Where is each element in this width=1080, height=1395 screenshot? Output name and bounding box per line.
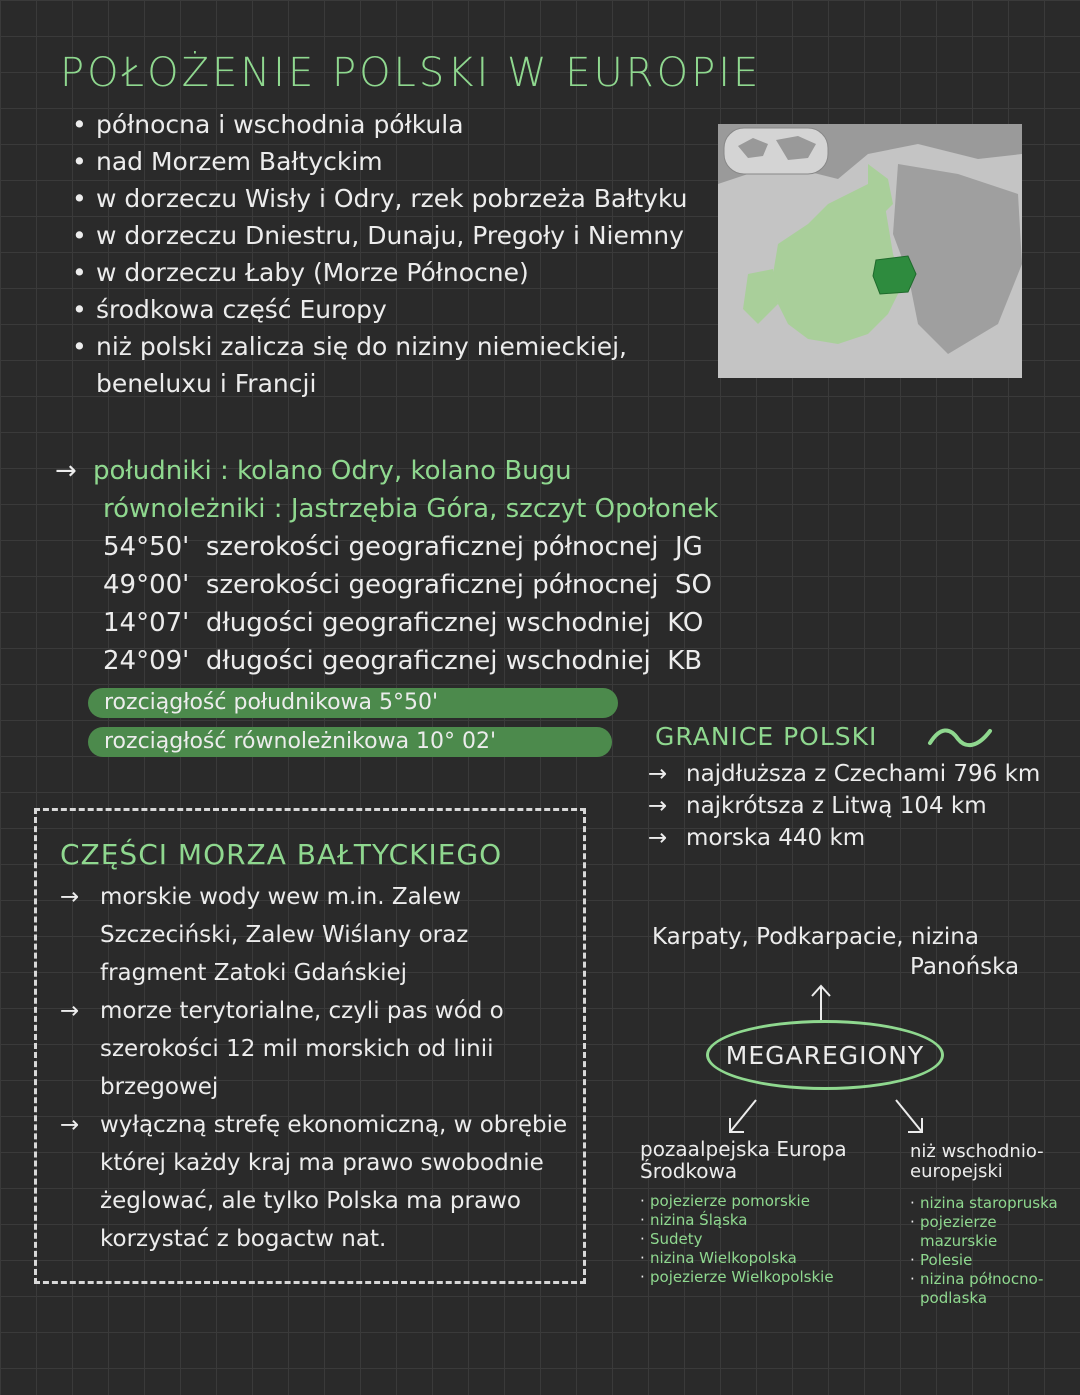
- list-item: → morze terytorialne, czyli pas wód o szerokości 12 mil morskich od linii brzegowej: [60, 992, 570, 1106]
- arrow-down-right-icon: [890, 1096, 930, 1138]
- latitudinal-extent-pill: rozciągłość równoleżnikowa 10° 02': [88, 727, 612, 757]
- meridional-extent-pill: rozciągłość południkowa 5°50': [88, 688, 618, 718]
- list-item: • północna i wschodnia półkula: [72, 106, 692, 143]
- megaregion-east-european: niż wschodnio-europejski · nizina staropruska · pojezierze mazurskie · Polesie · nizina północno-podlaska: [910, 1142, 1070, 1308]
- coordinate-row: 14°07' długości geograficznej wschodniej KO: [103, 608, 704, 638]
- east-european-list: [910, 1194, 1070, 1308]
- list-item: · nizina północno-podlaska: [910, 1270, 1070, 1308]
- arrow-down-left-icon: [722, 1096, 762, 1138]
- list-item: • nad Morzem Bałtyckim: [72, 143, 692, 180]
- baltic-title: CZĘŚCI MORZA BAŁTYCKIEGO: [60, 838, 503, 871]
- list-item: · Sudety: [640, 1230, 870, 1249]
- list-item: • w dorzeczu Wisły i Odry, rzek pobrzeża Bałtyku: [72, 180, 692, 217]
- arrow-up-icon: [806, 982, 836, 1022]
- list-item: • niż polski zalicza się do niziny niemieckiej, beneluxu i Francji: [72, 328, 692, 402]
- list-item: → najkrótsza z Litwą 104 km: [648, 790, 1040, 822]
- megaregion-central-europe: pozaalpejska Europa Środkowa · pojezierze pomorskie · nizina Śląska · Sudety · nizina Wielkopolska · pojezierze Wielkopolskie: [640, 1138, 870, 1287]
- list-item: • w dorzeczu Dniestru, Dunaju, Pregoły i Niemny: [72, 217, 692, 254]
- meridians-line: → południki : kolano Odry, kolano Bugu: [55, 452, 855, 490]
- borders-title: GRANICE POLSKI: [655, 722, 996, 751]
- europe-map-image: [718, 124, 1022, 378]
- list-item: → morska 440 km: [648, 822, 1040, 854]
- parallels-line: równoleżniki : Jastrzębia Góra, szczyt Opołonek: [103, 494, 719, 524]
- list-item: · Polesie: [910, 1251, 1070, 1270]
- list-item: • środkowa część Europy: [72, 291, 692, 328]
- page-title: POŁOŻENIE POLSKI W EUROPIE: [60, 50, 762, 96]
- extreme-points-section: [55, 452, 855, 680]
- list-item: → najdłuższa z Czechami 796 km: [648, 758, 1040, 790]
- europe-map-svg: [718, 124, 1022, 378]
- megaregions-ellipse: MEGAREGIONY: [706, 1020, 944, 1090]
- borders-list: [648, 758, 1040, 854]
- arrow-right-icon: →: [55, 456, 77, 486]
- coordinate-row: 49°00' szerokości geograficznej północnej SO: [103, 570, 712, 600]
- list-item: · nizina Śląska: [640, 1211, 870, 1230]
- list-item: • w dorzeczu Łaby (Morze Północne): [72, 254, 692, 291]
- coordinate-row: 24°09' długości geograficznej wschodniej KB: [103, 646, 703, 676]
- location-bullets: [72, 106, 692, 402]
- list-item: · pojezierze Wielkopolskie: [640, 1268, 870, 1287]
- baltic-list: [60, 878, 570, 1258]
- list-item: · pojezierze pomorskie: [640, 1192, 870, 1211]
- list-item: · nizina Wielkopolska: [640, 1249, 870, 1268]
- central-europe-list: [640, 1192, 870, 1287]
- coordinate-row: 54°50' szerokości geograficznej północnej JG: [103, 532, 703, 562]
- wave-decoration-icon: [926, 725, 996, 751]
- megaregion-carpathian: Karpaty, Podkarpacie, nizina Panońska: [652, 924, 1020, 980]
- list-item: · nizina staropruska: [910, 1194, 1070, 1213]
- list-item: → wyłączną strefę ekonomiczną, w obrębie której każdy kraj ma prawo swobodnie żeglować, ale tylko Polska ma prawo korzystać z bogactw nat.: [60, 1106, 570, 1258]
- list-item: → morskie wody wew m.in. Zalew Szczeciński, Zalew Wiślany oraz fragment Zatoki Gdańskiej: [60, 878, 570, 992]
- list-item: · pojezierze mazurskie: [910, 1213, 1070, 1251]
